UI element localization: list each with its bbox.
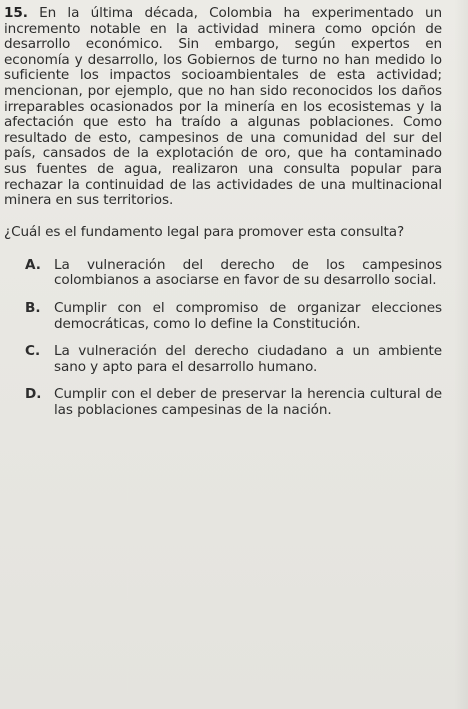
option-letter: A. [25,256,41,273]
question-stem-text: En la última década, Colombia ha experimentado un incremento notable en la actividad minera como opción de desarrollo económico. Sin embargo, según expertos en economía y desarrollo, los Gobiernos de turno no han medido lo suficiente los impactos socioambientales de esta actividad; mencionan, por ejemplo, que no han sido reconocidos los daños irreparables ocasionados por la minería en los ecosistemas y la afectación que esto ha traído a algunas poblaciones. Como resultado de esto, campesinos de una comunidad del sur del país, cansados de la explotación de oro, que ha contaminado sus fuentes de agua, realizaron una consulta popular para rechazar la continuidad de las actividades de una multinacional minera en sus territorios. [4,5,442,209]
option-text: La vulneración del derecho ciudadano a un ambiente sano y apto para el desarrollo humano. [54,343,442,375]
question-stem [4,6,442,209]
option-letter: D. [25,386,42,403]
question-prompt: ¿Cuál es el fundamento legal para promover esta consulta? [4,223,405,240]
answer-options [4,258,442,419]
option-text: Cumplir con el deber de preservar la herencia cultural de las poblaciones campesinas de la nación. [54,386,442,418]
option-text: Cumplir con el compromiso de organizar elecciones democráticas, como lo define la Constitución. [54,299,442,332]
option-letter: C. [25,343,41,360]
question-15 [4,6,442,430]
page-edge-shadow [454,0,468,709]
question-number: 15. [4,5,28,21]
option-c[interactable] [4,344,442,375]
option-b[interactable] [4,301,442,332]
option-text: La vulneración del derecho de los campesinos colombianos a asociarse en favor de su desarrollo social. [54,256,442,289]
option-a[interactable] [4,258,442,289]
option-letter: B. [25,299,41,316]
option-d[interactable] [4,387,442,418]
